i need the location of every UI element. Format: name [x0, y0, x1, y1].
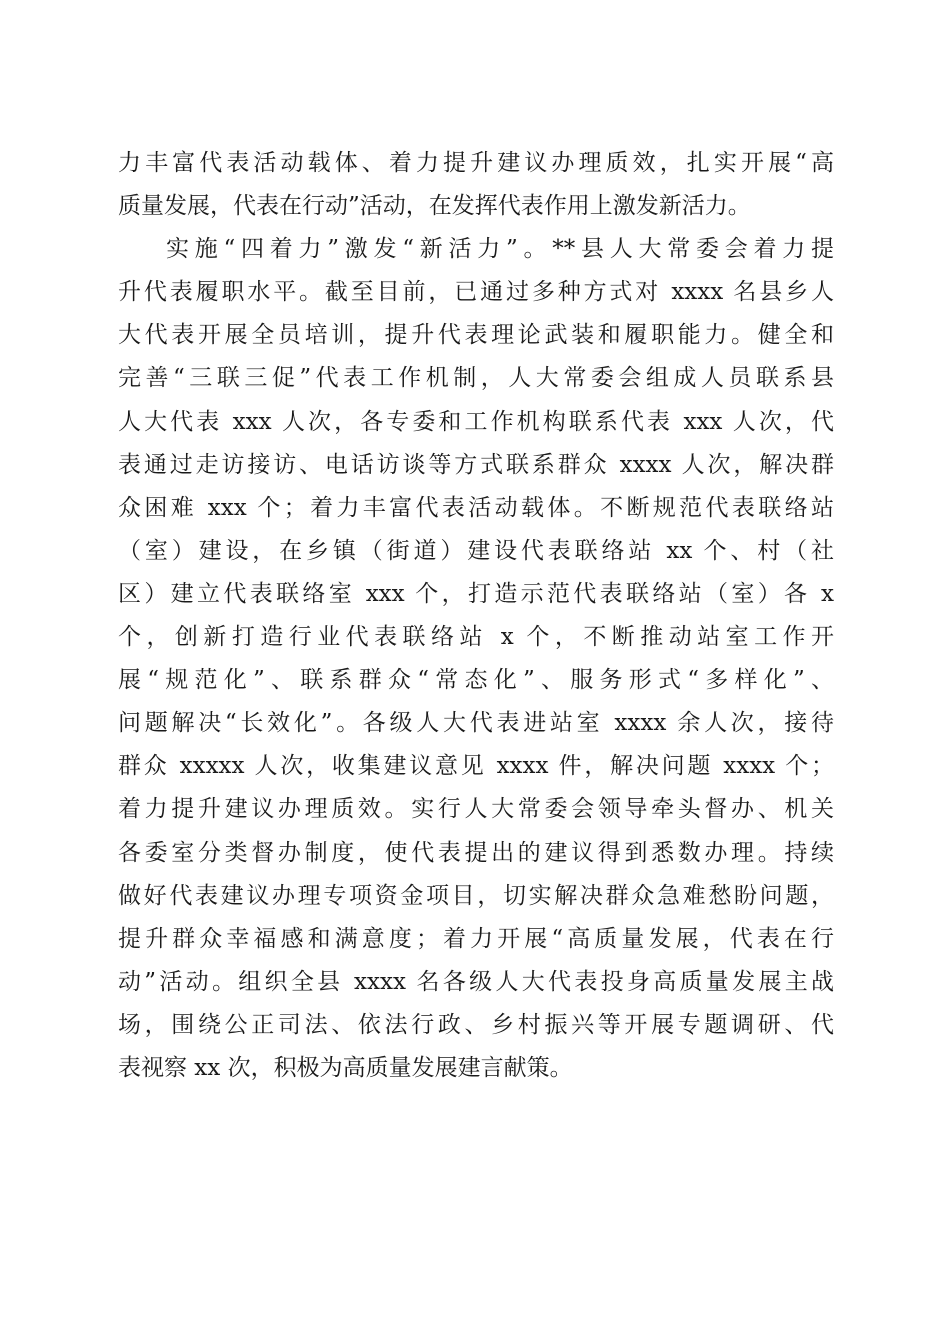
- text-line: 人大代表 xxx 人次，各专委和工作机构联系代表 xxx 人次，代: [118, 408, 834, 435]
- text-line: （室）建设，在乡镇（街道）建设代表联络站 xx 个、村（社: [118, 537, 834, 564]
- text-line: 个，创新打造行业代表联络站 x 个，不断推动站室工作开: [118, 624, 834, 651]
- text-line: 大代表开展全员培训，提升代表理论武装和履职能力。健全和: [118, 322, 834, 349]
- text-line: 动”活动。组织全县 xxxx 名各级人大代表投身高质量发展主战: [118, 968, 834, 995]
- text-line: 众困难 xxx 个；着力丰富代表活动载体。不断规范代表联络站: [118, 494, 834, 521]
- body-text: [118, 142, 834, 1090]
- text-line: 表通过走访接访、电话访谈等方式联系群众 xxxx 人次，解决群: [118, 451, 834, 478]
- text-line: 着力提升建议办理质效。实行人大常委会领导牵头督办、机关: [118, 796, 834, 823]
- text-line: 提升群众幸福感和满意度；着力开展“高质量发展，代表在行: [118, 925, 834, 952]
- text-line: 区）建立代表联络室 xxx 个，打造示范代表联络站（室）各 x: [118, 580, 834, 607]
- text-line: 做好代表建议办理专项资金项目，切实解决群众急难愁盼问题，: [118, 882, 834, 909]
- text-line: 场，围绕公正司法、依法行政、乡村振兴等开展专题调研、代: [118, 1011, 834, 1038]
- text-line: 问题解决“长效化”。各级人大代表进站室 xxxx 余人次，接待: [118, 710, 834, 737]
- paragraph-first-line: 实施“四着力”激发“新活力”。**县人大常委会着力提: [166, 236, 834, 263]
- text-line: 升代表履职水平。截至目前，已通过多种方式对 xxxx 名县乡人: [118, 279, 834, 306]
- text-line: 展“规范化”、联系群众“常态化”、服务形式“多样化”、: [118, 667, 834, 694]
- text-line: 质量发展，代表在行动”活动，在发挥代表作用上激发新活力。: [118, 193, 751, 220]
- text-line: 力丰富代表活动载体、着力提升建议办理质效，扎实开展“高: [118, 150, 834, 176]
- text-line: 表视察 xx 次，积极为高质量发展建言献策。: [118, 1054, 573, 1081]
- text-line: 各委室分类督办制度，使代表提出的建议得到悉数办理。持续: [118, 839, 834, 866]
- text-line: 群众 xxxxx 人次，收集建议意见 xxxx 件，解决问题 xxxx 个；: [118, 753, 834, 780]
- text-line: 完善“三联三促”代表工作机制，人大常委会组成人员联系县: [118, 365, 834, 392]
